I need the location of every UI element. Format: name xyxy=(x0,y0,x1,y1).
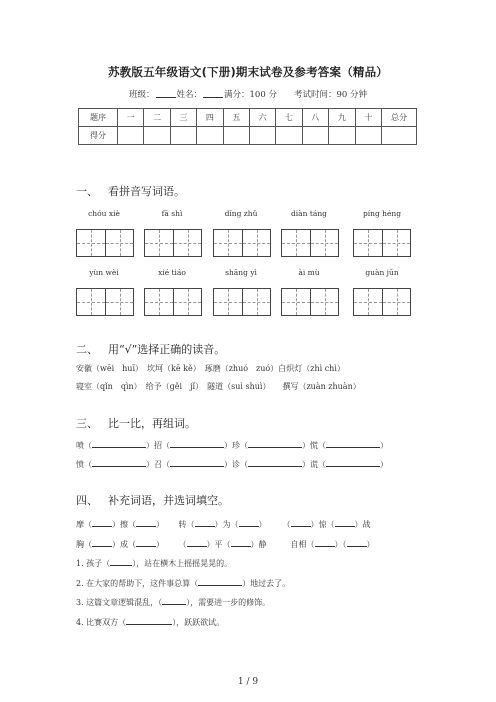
name-blank[interactable] xyxy=(203,89,223,98)
sentence-text: ），需要进一步的修饰。 xyxy=(186,598,271,607)
pinyin-label: xié tiáo xyxy=(158,268,186,277)
grid-cell[interactable] xyxy=(173,230,201,256)
answer-blank[interactable] xyxy=(92,539,112,547)
grid-cell[interactable] xyxy=(242,289,270,315)
idiom-text: 胸（ xyxy=(76,540,92,549)
grid-cell[interactable] xyxy=(145,230,173,256)
pinyin-label: fā shì xyxy=(161,209,183,218)
char-label: ）招（ xyxy=(146,441,170,450)
answer-blank[interactable] xyxy=(195,519,215,527)
char-label: ）谎（ xyxy=(302,460,326,469)
idiom-text: ）战 xyxy=(354,520,371,529)
answer-blank[interactable] xyxy=(347,539,367,547)
grid-cell[interactable] xyxy=(214,230,242,256)
fill-sentence-4 xyxy=(76,617,224,628)
score-cell[interactable] xyxy=(144,127,170,145)
page-title: 苏教版五年级语文(下册)期末试卷及参考答案（精品） xyxy=(107,65,388,79)
idiom-text: ）惊（ xyxy=(310,520,335,529)
writing-grid[interactable] xyxy=(281,229,339,257)
score-cell[interactable] xyxy=(302,127,328,145)
answer-blank[interactable] xyxy=(187,539,207,547)
answer-blank[interactable] xyxy=(231,539,251,547)
answer-blank[interactable] xyxy=(335,519,355,527)
answer-blank[interactable] xyxy=(326,459,380,467)
section-title: 补充词语，并选词填空。 xyxy=(108,494,229,507)
idiom-text: ）静 xyxy=(250,540,267,549)
writing-grid[interactable] xyxy=(353,288,411,316)
score-header-cell: 六 xyxy=(249,109,275,127)
grid-cell[interactable] xyxy=(310,230,338,256)
writing-grid[interactable] xyxy=(144,229,202,257)
idiom-text: ）为（ xyxy=(214,520,239,529)
idiom-text: ）成（ xyxy=(112,540,136,549)
section-2-heading xyxy=(76,341,225,357)
score-header-cell: 七 xyxy=(276,109,302,127)
pinyin-row-2 xyxy=(0,268,496,280)
full-score: 满分：100 分 xyxy=(224,90,277,100)
answer-blank[interactable] xyxy=(92,459,146,467)
idiom-text: ）擦（ xyxy=(112,520,136,529)
char-label: 喷（ xyxy=(76,441,92,450)
char-label: ）召（ xyxy=(146,460,170,469)
pinyin-label: guàn jūn xyxy=(365,268,399,277)
score-header-cell: 九 xyxy=(329,109,355,127)
score-header-cell: 总分 xyxy=(382,109,417,127)
grid-cell[interactable] xyxy=(310,289,338,315)
answer-blank[interactable] xyxy=(315,539,335,547)
char-label: ）诊（ xyxy=(224,460,248,469)
section-title: 看拼音写词语。 xyxy=(108,185,185,198)
idiom-text: 转（ xyxy=(178,520,195,529)
grid-cell[interactable] xyxy=(282,230,310,256)
section-number: 二、 xyxy=(76,343,98,356)
idiom-text: ） xyxy=(156,520,160,529)
score-cell[interactable] xyxy=(382,127,417,145)
writing-grid[interactable] xyxy=(353,229,411,257)
section-4-heading xyxy=(76,492,229,508)
idiom-text: （ xyxy=(286,520,291,529)
score-cell[interactable] xyxy=(170,127,196,145)
grid-cell[interactable] xyxy=(382,230,410,256)
writing-grid[interactable] xyxy=(144,288,202,316)
page-number: 1 / 9 xyxy=(237,677,259,687)
exam-info xyxy=(0,88,496,100)
section-number: 三、 xyxy=(76,417,98,430)
sentence-text: 1. 孩子（ xyxy=(76,559,111,568)
writing-grid[interactable] xyxy=(76,229,134,257)
fill-sentence-1 xyxy=(76,558,232,569)
char-label: 愤（ xyxy=(76,460,92,469)
pinyin-label: dǐng zhǔ xyxy=(224,209,258,218)
answer-blank[interactable] xyxy=(136,539,156,547)
pinyin-label: yùn wèi xyxy=(89,268,119,277)
answer-blank[interactable] xyxy=(248,459,302,467)
grid-cell[interactable] xyxy=(354,230,382,256)
pinyin-label: shāng yì xyxy=(225,268,257,277)
char-label: ） xyxy=(380,460,388,469)
reading-choice-line[interactable]: 寝室（qǐn qìn） 给予（gěi jǐ） 隧道（suì shuì） 撰写（zuàn zhuàn） xyxy=(76,382,361,391)
idiom-text: ） xyxy=(156,540,160,549)
answer-blank[interactable] xyxy=(110,558,132,566)
score-header-cell: 四 xyxy=(197,109,223,127)
score-table-row xyxy=(79,127,417,145)
class-label: 班级： xyxy=(128,90,155,100)
pinyin-label: píng héng xyxy=(362,209,402,218)
answer-blank[interactable] xyxy=(136,519,156,527)
score-header-cell: 十 xyxy=(355,109,381,127)
score-cell[interactable] xyxy=(249,127,275,145)
writing-grid[interactable] xyxy=(281,288,339,316)
score-cell[interactable] xyxy=(355,127,381,145)
exam-time: 考试时间：90 分钟 xyxy=(293,90,367,100)
answer-blank[interactable] xyxy=(162,597,186,605)
grid-cell[interactable] xyxy=(105,230,133,256)
score-cell[interactable] xyxy=(276,127,302,145)
char-label: ）珍（ xyxy=(224,441,248,450)
answer-blank[interactable] xyxy=(239,519,259,527)
sentence-text: ），站在横木上摇摇晃晃的。 xyxy=(132,559,233,568)
sentence-text: 3. 这篇文章逻辑混乱，（ xyxy=(76,598,163,607)
sentence-text: 2. 在大家的帮助下，这件事总算（ xyxy=(76,579,199,588)
pinyin-label: chóu xiè xyxy=(88,209,120,218)
score-cell[interactable] xyxy=(329,127,355,145)
section-3-heading xyxy=(76,415,196,431)
char-label: ） xyxy=(380,441,388,450)
word-compare-line xyxy=(76,459,388,470)
name-label: 姓名： xyxy=(176,90,203,100)
class-blank[interactable] xyxy=(156,89,176,98)
grid-cell[interactable] xyxy=(77,230,105,256)
reading-choice-line[interactable]: 安徽（wēi huī） 坎坷（kē kě） 琢磨（zhuó zuó）白炽灯（zhì chì） xyxy=(76,364,345,373)
grid-cell[interactable] xyxy=(354,289,382,315)
writing-grid[interactable] xyxy=(76,288,134,316)
grid-cell[interactable] xyxy=(105,289,133,315)
pinyin-label: ài mù xyxy=(298,268,320,277)
answer-blank[interactable] xyxy=(198,578,242,586)
answer-blank[interactable] xyxy=(92,519,112,527)
answer-blank[interactable] xyxy=(170,459,224,467)
answer-blank[interactable] xyxy=(170,440,224,448)
idiom-text: 自相（ xyxy=(290,540,315,549)
score-header-cell: 二 xyxy=(144,109,170,127)
idiom-text: ）平（ xyxy=(206,540,231,549)
score-header-cell: 三 xyxy=(170,109,196,127)
section-title: 用“√”选择正确的读音。 xyxy=(108,343,226,356)
pinyin-row-1 xyxy=(0,209,496,221)
idiom-line xyxy=(76,539,375,550)
section-title: 比一比，再组词。 xyxy=(108,417,196,430)
score-header-cell: 八 xyxy=(302,109,328,127)
idiom-text: （ xyxy=(178,540,187,549)
grid-cell[interactable] xyxy=(242,230,270,256)
idiom-text: 摩（ xyxy=(76,520,92,529)
score-cell[interactable] xyxy=(118,127,144,145)
score-table-header xyxy=(79,109,417,127)
score-header-cell: 一 xyxy=(118,109,144,127)
score-cell[interactable] xyxy=(197,127,223,145)
score-header-cell: 五 xyxy=(223,109,249,127)
idiom-text: ） xyxy=(258,520,263,529)
section-1-heading xyxy=(76,183,185,199)
answer-blank[interactable] xyxy=(291,519,311,527)
idiom-line xyxy=(76,519,371,530)
answer-blank[interactable] xyxy=(248,440,302,448)
answer-blank[interactable] xyxy=(126,617,172,625)
idiom-text: ） xyxy=(366,540,375,549)
grid-cell[interactable] xyxy=(173,289,201,315)
section-number: 一、 xyxy=(76,185,98,198)
sentence-text: ），跃跃欲试。 xyxy=(172,618,225,627)
char-label: ）慌（ xyxy=(302,441,326,450)
writing-grid[interactable] xyxy=(213,229,271,257)
grid-cell[interactable] xyxy=(214,289,242,315)
sentence-text: 4. 比赛双方（ xyxy=(76,618,127,627)
writing-grid[interactable] xyxy=(213,288,271,316)
score-header-cell: 题序 xyxy=(79,109,118,127)
fill-sentence-3 xyxy=(76,597,270,608)
sentence-text: ）地过去了。 xyxy=(242,579,291,588)
score-table xyxy=(78,108,417,145)
grid-cell[interactable] xyxy=(382,289,410,315)
grid-cell[interactable] xyxy=(77,289,105,315)
score-row-label: 得分 xyxy=(79,127,118,145)
score-cell[interactable] xyxy=(223,127,249,145)
section-number: 四、 xyxy=(76,494,98,507)
word-compare-line xyxy=(76,440,388,451)
grid-cell[interactable] xyxy=(282,289,310,315)
answer-blank[interactable] xyxy=(326,440,380,448)
pinyin-label: diàn táng xyxy=(290,209,327,218)
grid-cell[interactable] xyxy=(145,289,173,315)
answer-blank[interactable] xyxy=(92,440,146,448)
fill-sentence-2 xyxy=(76,578,290,589)
idiom-text: ）（ xyxy=(334,540,347,549)
